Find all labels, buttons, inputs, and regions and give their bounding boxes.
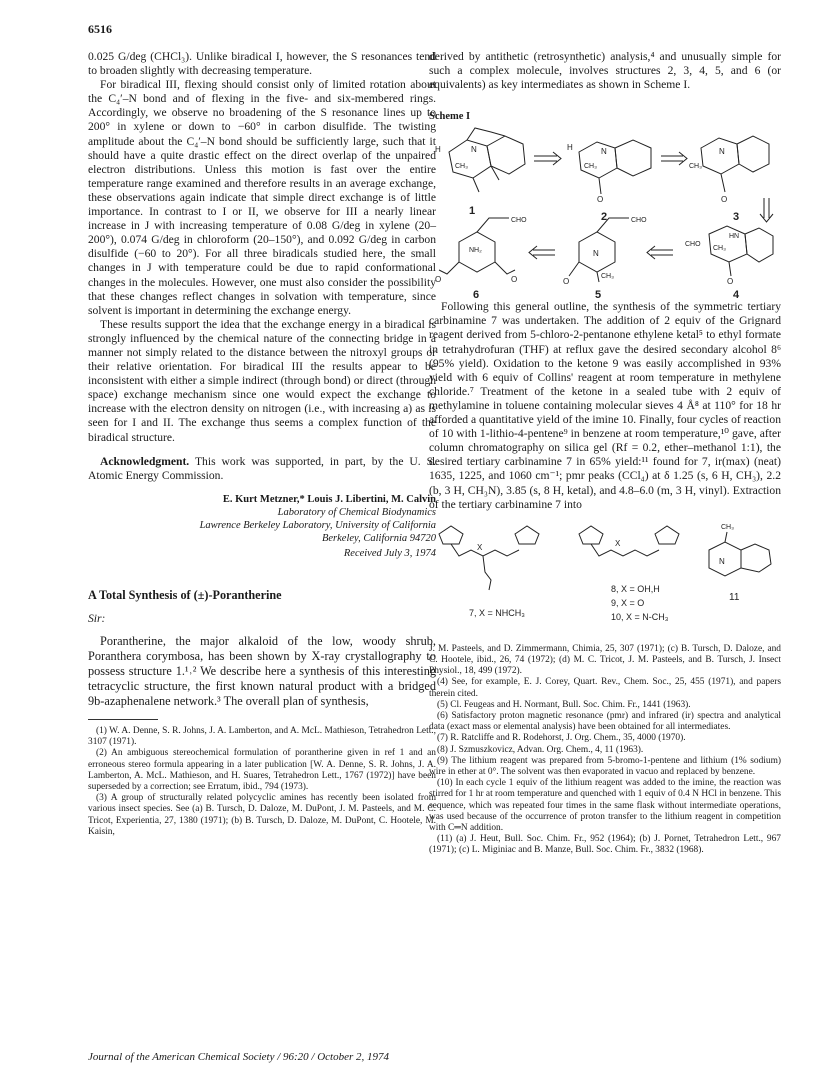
ch3-label: CH₃ (455, 163, 468, 171)
ch3-label: CH₃ (689, 163, 702, 171)
retro-arrow (534, 152, 561, 165)
acknowledgment-heading: Acknowledgment. (100, 454, 190, 468)
scheme-figure (429, 110, 781, 300)
affiliation-line: Laboratory of Chemical Biodynamics (277, 506, 436, 518)
affiliation-line: Berkeley, California 94720 (321, 532, 436, 544)
left-column (88, 50, 436, 838)
paragraph: These results support the idea that the exchange energy in a biradical is strongly influenced by the chemical nature of the connecting bridge in a manner not simply related to the distance between the nitroxyl groups or their relative orientation. For biradical III the results appear to be inconsistent with either a simple indirect (through bond) or direct (through space) exchange mechanism since one would expect the exchange to increase with the electron density on nitrogen (i.e., with increasing a) as is seen for I and II. The exchange thus seems a complex function of the biradical structure. (88, 317, 436, 444)
nh2-label: NH₂ (469, 247, 482, 255)
cho-label: CHO (511, 217, 527, 225)
footnotes (88, 726, 436, 838)
compound-label: 11 (729, 591, 740, 603)
footnote: (10) In each cycle 1 equiv of the lithium reagent was added to the imine, the reaction was stirred for 1 hr at room temperature and quenched with 1 equiv of 0.4 N HCl in benzene. This sequence, which was repeated four times in the same flask without intermediate operations, was used because of the occurrence of proton transfer to the lithium reagent in competition with C═N addition. (429, 778, 781, 833)
h-label: H (435, 145, 441, 155)
footnotes (429, 644, 781, 857)
compound-number: 6 (473, 289, 480, 301)
footnote: (4) See, for example, E. J. Corey, Quart. Rev., Chem. Soc., 25, 455 (1971), and papers therein cited. (429, 677, 781, 699)
affiliation-line: Lawrence Berkeley Laboratory, University of California (199, 519, 436, 531)
structure-7 (439, 526, 539, 618)
retro-arrow-down (760, 198, 773, 222)
paragraph: 0.025 G/deg (CHCl₃). Unlike biradical I, however, the S resonances tend to broaden slightly with decreasing temperature. (88, 50, 436, 78)
retro-arrow (647, 246, 673, 259)
scheme-label: Scheme I (429, 111, 471, 123)
received-date: Received July 3, 1974 (343, 547, 436, 559)
right-column (429, 50, 781, 857)
n-label: N (719, 556, 725, 566)
n-label: N (593, 249, 599, 259)
paragraph: For biradical III, flexing should consist only of limited rotation about the C₄′–N bond and of flexing in the five- and six-membered rings. Accordingly, we observe no broadening of the S resonance lines up to 200° in xylene or down to −60° in carbon disulfide. The twisting amplitude about the C₄′–N bond should be sufficiently large, such that it should have a quite drastic effect on the direct overlap of the unpaired electron distributions. Unless this motion is fast over the entire temperature range examined and therefore results in an average exchange, these observations again indicate that simple direct exchange is of little importance. In contrast to I or II, we observe for III a nearly linear increase in J with increasing temperature of 0.08 G/deg in xylene (20–200°), 0.074 G/deg in chloroform (20–150°), and 0.092 G/deg in carbon disulfide (−60 to 20°). For all three biradicals studied here, the small changes in J with temperature could be due to rapid conformational changes in the molecules. However, one must also consider the possibility that these changes reflect changes in solvation with temperature, since solvent is important in determining the exchange energy. (88, 78, 436, 317)
compound-label: 8, X = OH,H (611, 583, 660, 594)
compound-label: 7, X = NHCH₃ (469, 607, 525, 618)
compound-number: 3 (733, 211, 740, 224)
paper-title: A Total Synthesis of (±)-Porantherine (88, 587, 282, 602)
acknowledgment-text: This work was supported, in part, by the U. S. Atomic Energy Commission. (88, 454, 436, 482)
o-label: O (597, 195, 604, 205)
paragraph: derived by antithetic (retrosynthetic) analysis,⁴ and unusually simple for such a complex molecule, involves structures 2, 3, 4, 5, and 6 (or equivalents) as key intermediates as shown in Scheme I. (429, 50, 781, 92)
paragraph: Porantherine, the major alkaloid of the low, woody shrub, Poranthera corymbosa, has been shown by X-ray crystallography to possess structure 1.¹˒² We describe here a synthesis of this interesting tetracyclic structure, the first known natural product with a bridged 9b-azaphenalene network.³ The overall plan of synthesis, (88, 634, 436, 708)
n-label: N (601, 147, 607, 157)
ch3-label: CH₃ (713, 245, 726, 253)
n-label: N (471, 145, 477, 155)
n-label: N (719, 147, 725, 157)
compound-number: 1 (469, 205, 476, 218)
ch3-label: CH₃ (601, 273, 614, 281)
footnote: (3) A group of structurally related polycyclic amines has recently been isolated from various insect species. See (a) B. Tursch, D. Daloze, M. DuPont, J. M. Pasteels, and M. C. Tricot, Experientia, 27, 1380 (1971); (b) B. Tursch, D. Daloze, M. DuPont, C. Hootele, M. Kaisin, (88, 793, 436, 837)
ch3-label: CH₃ (721, 523, 734, 531)
structure-5 (563, 217, 647, 300)
structure-1 (435, 128, 525, 217)
x-label: X (477, 542, 483, 552)
structures-figure (429, 520, 781, 640)
structure-8-10 (579, 526, 679, 622)
author-names: E. Kurt Metzner,* Louis J. Libertini, M. Calvin (222, 493, 436, 505)
footnote: (6) Satisfactory proton magnetic resonance (pmr) and infrared (ir) spectra and analytical data (exact mass or elemental analysis) have been obtained for all intermediates. (429, 710, 781, 733)
x-label: X (615, 538, 621, 548)
salutation: Sir: (88, 611, 106, 625)
author-block (88, 493, 436, 560)
h-label: H (567, 143, 573, 153)
compound-number: 5 (595, 289, 602, 301)
o-label: O (727, 277, 734, 287)
footnote: (7) R. Ratcliffe and R. Rodehorst, J. Org. Chem., 35, 4000 (1970). (437, 733, 686, 744)
structure-11 (709, 524, 771, 603)
retro-arrow (529, 246, 555, 259)
structure-3 (689, 136, 769, 223)
compound-label: 10, X = N-CH₃ (611, 611, 669, 622)
o-label: O (511, 275, 518, 285)
structure-4 (685, 226, 773, 300)
compound-number: 4 (733, 289, 740, 301)
compound-number: 2 (601, 211, 608, 224)
o-label: O (435, 275, 442, 285)
scheme-drawing (429, 122, 781, 300)
footnote: (1) W. A. Denne, S. R. Johns, J. A. Lamberton, and A. McL. Mathieson, Tetrahedron Lett., 3107 (1971). (88, 726, 436, 748)
footnote: (5) Cl. Feugeas and H. Normant, Bull. Soc. Chim. Fr., 1441 (1963). (437, 699, 691, 710)
footnote: (9) The lithium reagent was prepared from 5-bromo-1-pentene and lithium (1% sodium) wire in ether at 0°. The solvent was then evaporated in vacuo and replaced by benzene. (429, 755, 781, 777)
hn-label: HN (729, 233, 740, 241)
structures-drawing (429, 520, 781, 630)
cho-label: CHO (631, 217, 647, 225)
structure-6 (435, 217, 527, 300)
cho-label: CHO (685, 241, 701, 249)
footnote: (2) An ambiguous stereochemical formulation of porantherine given in ref 1 and an erroneous stereo formula appearing in a later publication [W. A. Denne, S. R. Johns, J. A. Lamberton, A. McL. Mathieson, and H. Suares, Tetrahedron Lett., 1767 (1972)] have been superseded by a correction; see Erratum, ibid., 794 (1973). (88, 748, 436, 793)
page-number: 6516 (88, 22, 112, 36)
ch3-label: CH₃ (584, 163, 597, 171)
acknowledgment (88, 455, 436, 483)
o-label: O (563, 277, 570, 287)
footnote: (8) J. Szmuszkovicz, Advan. Org. Chem., 4, 11 (1963). (437, 744, 644, 755)
footnote: J. M. Pasteels, and D. Zimmermann, Chimia, 25, 307 (1971); (c) B. Tursch, D. Daloze, and C. Hootele, ibid., 26, 74 (1972); (d) M. C. Tricot, J. M. Pasteels, and B. Tursch, J. Insect Physiol., 18, 499 (1972). (429, 643, 781, 677)
footnote-rule (88, 719, 158, 720)
paragraph: Following this general outline, the synthesis of the symmetric tertiary carbinamine 7 was undertaken. The addition of 2 equiv of the Grignard reagent derived from 5-chloro-2-pentanone ethylene ketal⁵ to ethyl formate in tetrahydrofuran (THF) at reflux gave the desired secondary alcohol 8⁶ (95% yield). Oxidation to the ketone 9 was easily accomplished in 93% yield with 6 equiv of Collins' reagent at room temperature in methylene chloride.⁷ Treatment of the ketone in a sealed tube with 2 equiv of methylamine in toluene containing molecular sieves 4 Å⁸ at 110° for 18 hr afforded a quantitative yield of the imine 10. Finally, four cycles of reaction of 10 with 1-lithio-4-pentene⁹ in benzene at room temperature,¹⁰ gave, after column chromatography on silica gel (Rf = 0.2, ether–methanol 1:1), the desired tertiary carbinamine 7 in 65% yield:¹¹ found for 7, ir(max) (neat) 1635, 1225, and 1060 cm⁻¹; pmr peaks (CCl₄) at δ 1.25 (s, 6 H, CH₃), 2.2 (b, 3 H, CH₃N), 3.85 (s, 8 H, ketal), and 4.8–6.0 (m, 3 H, vinyl). Extraction of the tertiary carbinamine 7 into (429, 300, 781, 511)
structure-2 (567, 140, 651, 223)
journal-footer: Journal of the American Chemical Society / 96:20 / October 2, 1974 (88, 1051, 390, 1063)
o-label: O (721, 195, 728, 205)
retro-arrow (661, 152, 687, 165)
compound-label: 9, X = O (611, 597, 645, 608)
footnote: (11) (a) J. Heut, Bull. Soc. Chim. Fr., 952 (1964); (b) J. Pornet, Tetrahedron Lett., 967 (1971); (c) L. Miginiac and B. Manze, Bull. Soc. Chim. Fr., 3832 (1968). (429, 834, 781, 856)
